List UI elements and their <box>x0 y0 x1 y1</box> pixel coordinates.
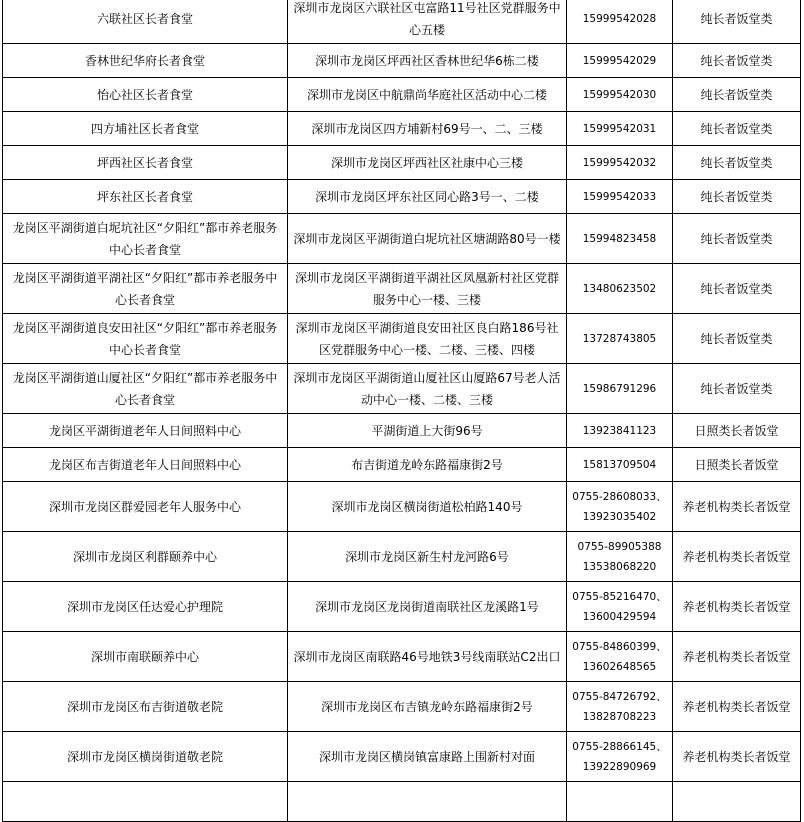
canteen-address: 深圳市龙岗区坪西社区社康中心三楼 <box>288 146 567 180</box>
canteen-name: 深圳市南联颐养中心 <box>3 632 288 682</box>
canteen-address: 深圳市龙岗区龙岗街道南联社区龙溪路1号 <box>288 582 567 632</box>
canteen-name <box>3 782 288 822</box>
table-row <box>3 364 801 414</box>
canteen-phone: 15813709504 <box>567 448 673 482</box>
canteen-address: 深圳市龙岗区中航鼎尚华庭社区活动中心二楼 <box>288 78 567 112</box>
canteen-address: 深圳市龙岗区平湖街道山厦社区山厦路67号老人活动中心一楼、二楼、三楼 <box>288 364 567 414</box>
canteen-type: 纯长者饭堂类 <box>673 364 801 414</box>
canteen-address: 深圳市龙岗区坪西社区香林世纪华6栋二楼 <box>288 44 567 78</box>
canteen-type: 日照类长者饭堂 <box>673 414 801 448</box>
canteen-phone: 0755-28608033、13923035402 <box>567 482 673 532</box>
canteen-phone: 15994823458 <box>567 214 673 264</box>
canteen-phone: 15999542029 <box>567 44 673 78</box>
table-row <box>3 264 801 314</box>
canteen-address: 深圳市龙岗区四方埔新村69号一、二、三楼 <box>288 112 567 146</box>
canteen-type: 纯长者饭堂类 <box>673 264 801 314</box>
table-row <box>3 314 801 364</box>
canteen-address: 深圳市龙岗区平湖街道白坭坑社区塘湖路80号一楼 <box>288 214 567 264</box>
canteen-type: 养老机构类长者饭堂 <box>673 582 801 632</box>
table-row <box>3 414 801 448</box>
table-row <box>3 732 801 782</box>
table-row <box>3 146 801 180</box>
canteen-type: 养老机构类长者饭堂 <box>673 682 801 732</box>
table-row <box>3 782 801 822</box>
canteen-phone <box>567 782 673 822</box>
canteen-phone: 15999542031 <box>567 112 673 146</box>
canteen-name: 龙岗区平湖街道良安田社区“夕阳红”都市养老服务中心长者食堂 <box>3 314 288 364</box>
canteen-type: 养老机构类长者饭堂 <box>673 732 801 782</box>
canteen-phone: 13728743805 <box>567 314 673 364</box>
canteen-address: 深圳市龙岗区坪东社区同心路3号一、二楼 <box>288 180 567 214</box>
canteen-type: 纯长者饭堂类 <box>673 180 801 214</box>
canteen-listing-table <box>2 0 801 822</box>
canteen-phone: 15999542028 <box>567 0 673 44</box>
table-row <box>3 632 801 682</box>
canteen-name: 深圳市龙岗区横岗街道敬老院 <box>3 732 288 782</box>
table-row <box>3 482 801 532</box>
canteen-phone: 13923841123 <box>567 414 673 448</box>
canteen-name: 龙岗区平湖街道白坭坑社区“夕阳红”都市养老服务中心长者食堂 <box>3 214 288 264</box>
canteen-type: 日照类长者饭堂 <box>673 448 801 482</box>
canteen-address: 深圳市龙岗区平湖街道良安田社区良白路186号社区党群服务中心一楼、二楼、三楼、四楼 <box>288 314 567 364</box>
canteen-address: 深圳市龙岗区横岗镇富康路上围新村对面 <box>288 732 567 782</box>
canteen-type: 纯长者饭堂类 <box>673 0 801 44</box>
canteen-phone: 15986791296 <box>567 364 673 414</box>
canteen-type: 纯长者饭堂类 <box>673 214 801 264</box>
canteen-phone: 0755-85216470、13600429594 <box>567 582 673 632</box>
table-row <box>3 180 801 214</box>
canteen-phone: 0755-28866145、13922890969 <box>567 732 673 782</box>
canteen-phone: 0755-84860399、13602648565 <box>567 632 673 682</box>
canteen-phone: 15999542032 <box>567 146 673 180</box>
table-row <box>3 582 801 632</box>
canteen-name: 深圳市龙岗区群爱园老年人服务中心 <box>3 482 288 532</box>
canteen-phone: 0755-89905388 13538068220 <box>567 532 673 582</box>
canteen-name: 四方埔社区长者食堂 <box>3 112 288 146</box>
canteen-phone: 13480623502 <box>567 264 673 314</box>
table-row <box>3 214 801 264</box>
canteen-phone: 0755-84726792、13828708223 <box>567 682 673 732</box>
table-row <box>3 448 801 482</box>
canteen-name: 龙岗区平湖街道平湖社区“夕阳红”都市养老服务中心长者食堂 <box>3 264 288 314</box>
table-row <box>3 78 801 112</box>
table-row <box>3 112 801 146</box>
canteen-type: 养老机构类长者饭堂 <box>673 482 801 532</box>
canteen-type: 纯长者饭堂类 <box>673 314 801 364</box>
canteen-name: 深圳市龙岗区利群颐养中心 <box>3 532 288 582</box>
table-row <box>3 44 801 78</box>
canteen-type: 纯长者饭堂类 <box>673 112 801 146</box>
canteen-type <box>673 782 801 822</box>
canteen-type: 纯长者饭堂类 <box>673 146 801 180</box>
canteen-address: 深圳市龙岗区新生村龙河路6号 <box>288 532 567 582</box>
canteen-phone: 15999542033 <box>567 180 673 214</box>
canteen-name: 龙岗区平湖街道老年人日间照料中心 <box>3 414 288 448</box>
canteen-type: 养老机构类长者饭堂 <box>673 632 801 682</box>
canteen-phone: 15999542030 <box>567 78 673 112</box>
canteen-address: 深圳市龙岗区横岗街道松柏路140号 <box>288 482 567 532</box>
canteen-address: 深圳市龙岗区平湖街道平湖社区凤凰新村社区党群服务中心一楼、三楼 <box>288 264 567 314</box>
canteen-address: 深圳市龙岗区布吉镇龙岭东路福康街2号 <box>288 682 567 732</box>
canteen-type: 纯长者饭堂类 <box>673 44 801 78</box>
canteen-name: 龙岗区平湖街道山厦社区“夕阳红”都市养老服务中心长者食堂 <box>3 364 288 414</box>
table-row <box>3 682 801 732</box>
canteen-address: 深圳市龙岗区南联路46号地铁3号线南联站C2出口 <box>288 632 567 682</box>
canteen-type: 养老机构类长者饭堂 <box>673 532 801 582</box>
canteen-address: 布吉街道龙岭东路福康街2号 <box>288 448 567 482</box>
canteen-name: 怡心社区长者食堂 <box>3 78 288 112</box>
canteen-address <box>288 782 567 822</box>
table-row <box>3 0 801 44</box>
canteen-type: 纯长者饭堂类 <box>673 78 801 112</box>
canteen-name: 坪西社区长者食堂 <box>3 146 288 180</box>
canteen-name: 香林世纪华府长者食堂 <box>3 44 288 78</box>
canteen-name: 深圳市龙岗区任达爱心护理院 <box>3 582 288 632</box>
canteen-address: 平湖街道上大街96号 <box>288 414 567 448</box>
canteen-name: 坪东社区长者食堂 <box>3 180 288 214</box>
table-row <box>3 532 801 582</box>
canteen-address: 深圳市龙岗区六联社区屯富路11号社区党群服务中心五楼 <box>288 0 567 44</box>
canteen-name: 六联社区长者食堂 <box>3 0 288 44</box>
canteen-name: 龙岗区布吉街道老年人日间照料中心 <box>3 448 288 482</box>
canteen-name: 深圳市龙岗区布吉街道敬老院 <box>3 682 288 732</box>
